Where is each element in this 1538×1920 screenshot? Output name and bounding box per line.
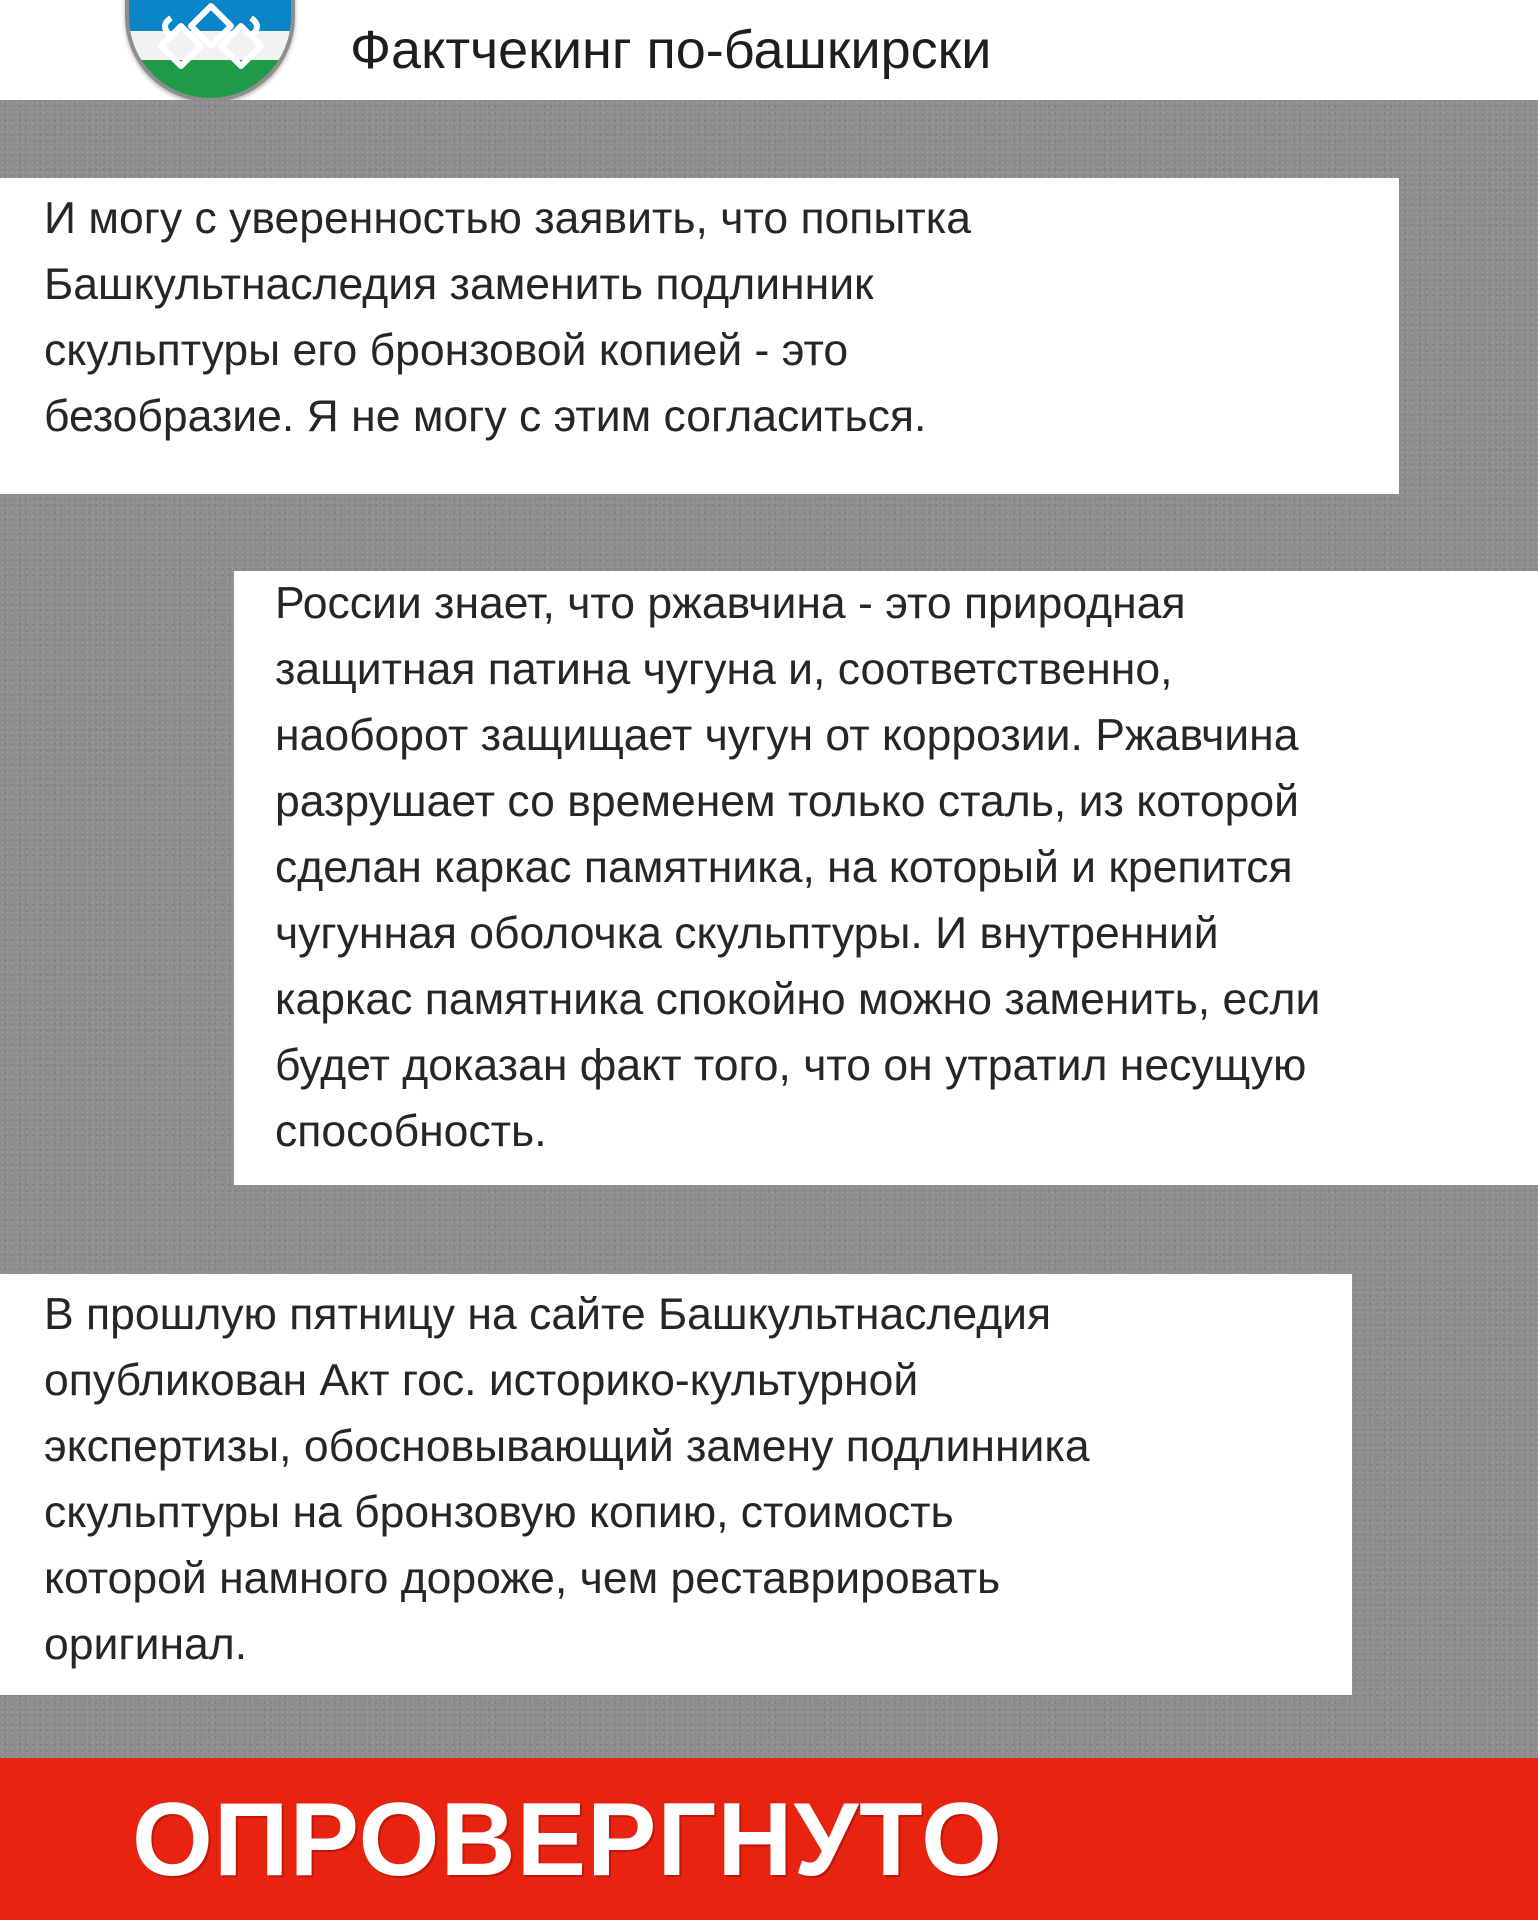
channel-header — [0, 0, 1538, 100]
quote-text-2: России знает, что ржавчина - это природная защитная патина чугуна и, соответственно, наоборот защищает чугун от коррозии. Ржавчина разрушает со временем только сталь, из которой сделан каркас памятника, на который и крепится чугунная оболочка скульптуры. И внутренний каркас памятника спокойно можно заменить, если будет доказан факт того, что он утратил несущую способность. — [275, 579, 1321, 1156]
quote-box-1 — [0, 178, 1399, 494]
quote-text-3: В прошлую пятницу на сайте Башкультнаследия опубликован Акт гос. историко-культурной экспертизы, обосновывающий замену подлинника скульптуры на бронзовую копию, стоимость которой намного дороже, чем реставрировать оригинал. — [44, 1290, 1090, 1669]
quote-text-1: И могу с уверенностью заявить, что попытка Башкультнаследия заменить подлинник скульптуры его бронзовой копией - это безобразие. Я не могу с этим согласиться. — [44, 194, 971, 441]
verdict-banner — [0, 1758, 1538, 1920]
channel-name[interactable]: Фактчекинг по-башкирски — [350, 20, 992, 80]
verdict-label: ОПРОВЕРГНУТО — [132, 1782, 1003, 1898]
ornament-icon — [151, 0, 271, 78]
quote-box-2 — [234, 571, 1538, 1185]
quote-box-3 — [0, 1274, 1352, 1695]
channel-avatar[interactable] — [125, 0, 295, 102]
